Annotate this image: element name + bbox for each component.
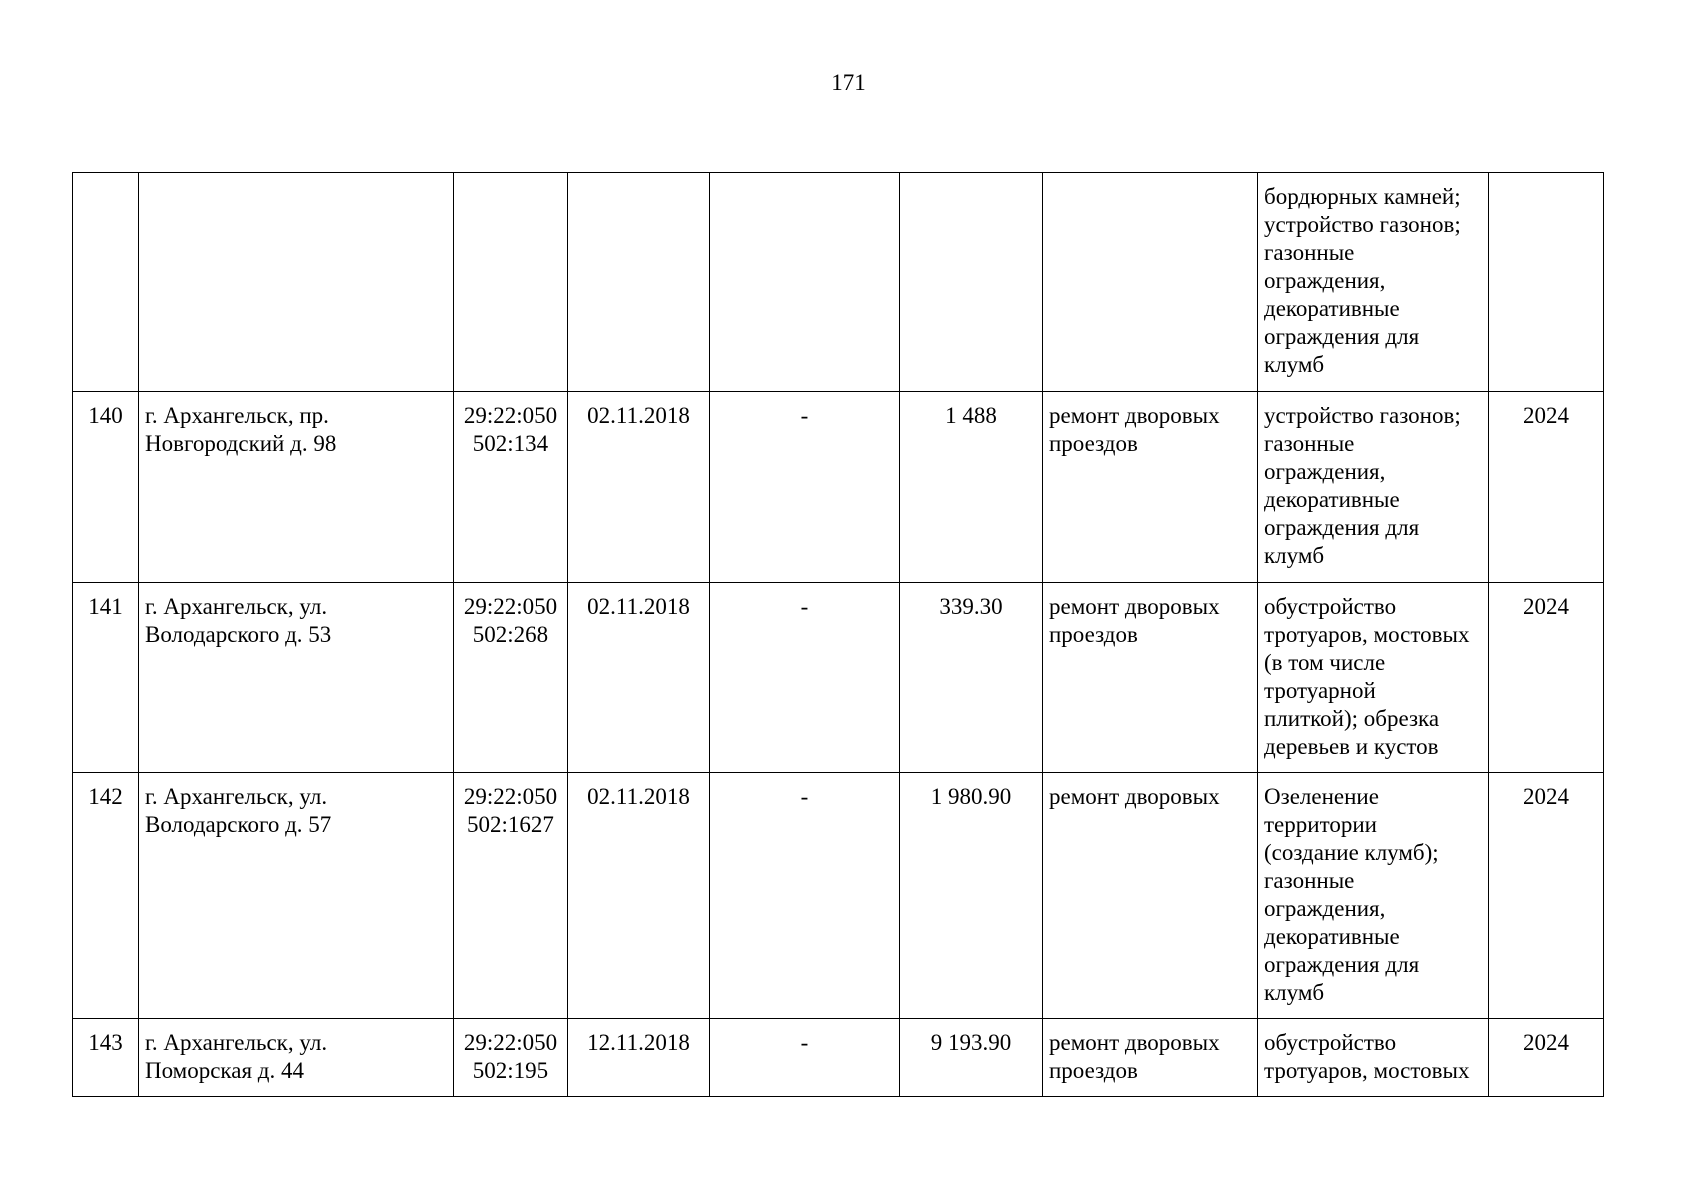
work-line: ремонт дворовых [1049, 403, 1220, 428]
cell-area: 1 488 [900, 392, 1043, 583]
cell-date: 02.11.2018 [568, 583, 710, 773]
work-line: ремонт дворовых [1049, 1030, 1220, 1055]
work-line: ремонт дворовых [1049, 594, 1220, 619]
cadastral-line: 502:195 [472, 1058, 549, 1083]
extra-line: (создание клумб); [1264, 840, 1439, 865]
cell-cadastral-number [454, 392, 568, 583]
address-line: г. Архангельск, пр. [145, 403, 329, 428]
cell-year: 2024 [1489, 773, 1604, 1019]
extra-line: ограждения, [1264, 268, 1386, 293]
extra-line: деревьев и кустов [1264, 734, 1439, 759]
cadastral-line: 29:22:050 [463, 403, 558, 428]
cadastral-line: 502:1627 [467, 812, 554, 837]
cell-year: 2024 [1489, 392, 1604, 583]
cadastral-line: 29:22:050 [463, 784, 558, 809]
cadastral-line: 29:22:050 [463, 1030, 558, 1055]
cell-dash: - [710, 392, 900, 583]
address-line: г. Архангельск, ул. [145, 784, 328, 809]
cell-additional-works [1258, 773, 1489, 1019]
cell-area: 1 980.90 [900, 773, 1043, 1019]
extra-line: устройство газонов; [1264, 403, 1461, 428]
cell-dash: - [710, 1019, 900, 1097]
work-line: проездов [1049, 1058, 1138, 1083]
cell-cadastral-number [454, 583, 568, 773]
extra-line: ограждения для [1264, 324, 1420, 349]
cell-additional-works [1258, 173, 1489, 392]
work-line: ремонт дворовых [1049, 784, 1220, 809]
extra-line: ограждения, [1264, 896, 1386, 921]
cell-additional-works [1258, 392, 1489, 583]
address-line: Володарского д. 57 [145, 812, 332, 837]
extra-line: декоративные [1264, 487, 1400, 512]
cell-address [139, 583, 454, 773]
cell-address [139, 173, 454, 392]
cell-cadastral-number [454, 1019, 568, 1097]
cell-year [1489, 173, 1604, 392]
extra-line: Озеленение [1264, 784, 1379, 809]
extra-line: ограждения для [1264, 515, 1420, 540]
table-row [73, 773, 1604, 1019]
cell-year: 2024 [1489, 583, 1604, 773]
extra-line: газонные [1264, 240, 1355, 265]
cell-number: 140 [73, 392, 139, 583]
extra-line: тротуарной [1264, 678, 1376, 703]
cell-address [139, 1019, 454, 1097]
extra-line: декоративные [1264, 924, 1400, 949]
cell-dash: - [710, 583, 900, 773]
registry-body [73, 173, 1604, 1097]
extra-line: газонные [1264, 431, 1355, 456]
cell-work-type [1043, 583, 1258, 773]
cell-work-type [1043, 1019, 1258, 1097]
extra-line: ограждения, [1264, 459, 1386, 484]
cell-number: 143 [73, 1019, 139, 1097]
cell-year: 2024 [1489, 1019, 1604, 1097]
address-line: Володарского д. 53 [145, 622, 332, 647]
cell-date [568, 173, 710, 392]
cell-additional-works [1258, 583, 1489, 773]
extra-line: устройство газонов; [1264, 212, 1461, 237]
extra-line: обустройство [1264, 1030, 1397, 1055]
cell-dash [710, 173, 900, 392]
cell-cadastral-number [454, 173, 568, 392]
table-row [73, 583, 1604, 773]
address-line: г. Архангельск, ул. [145, 594, 328, 619]
cell-date: 02.11.2018 [568, 773, 710, 1019]
cadastral-line: 29:22:050 [463, 594, 558, 619]
table-row [73, 173, 1604, 392]
cell-work-type [1043, 773, 1258, 1019]
cell-number [73, 173, 139, 392]
extra-line: клумб [1264, 543, 1325, 568]
extra-line: (в том числе [1264, 650, 1386, 675]
cell-area: 9 193.90 [900, 1019, 1043, 1097]
table-row [73, 392, 1604, 583]
extra-line: плиткой); обрезка [1264, 706, 1440, 731]
extra-line: газонные [1264, 868, 1355, 893]
cell-work-type [1043, 392, 1258, 583]
address-line: Новгородский д. 98 [145, 431, 337, 456]
extra-line: декоративные [1264, 296, 1400, 321]
extra-line: тротуаров, мостовых [1264, 622, 1470, 647]
cell-additional-works [1258, 1019, 1489, 1097]
cell-cadastral-number [454, 773, 568, 1019]
registry-table [72, 172, 1604, 1097]
address-line: Поморская д. 44 [145, 1058, 305, 1083]
extra-line: тротуаров, мостовых [1264, 1058, 1470, 1083]
page-number: 171 [831, 70, 866, 95]
cell-address [139, 392, 454, 583]
cell-dash: - [710, 773, 900, 1019]
cell-date: 02.11.2018 [568, 392, 710, 583]
extra-line: клумб [1264, 980, 1325, 1005]
work-line: проездов [1049, 431, 1138, 456]
cell-number: 141 [73, 583, 139, 773]
cell-work-type [1043, 173, 1258, 392]
extra-line: ограждения для [1264, 952, 1420, 977]
table-row [73, 1019, 1604, 1097]
cell-address [139, 773, 454, 1019]
cell-area: 339.30 [900, 583, 1043, 773]
extra-line: территории [1264, 812, 1377, 837]
extra-line: клумб [1264, 352, 1325, 377]
address-line: г. Архангельск, ул. [145, 1030, 328, 1055]
cell-date: 12.11.2018 [568, 1019, 710, 1097]
cell-number: 142 [73, 773, 139, 1019]
cadastral-line: 502:134 [472, 431, 549, 456]
cell-area [900, 173, 1043, 392]
extra-line: обустройство [1264, 594, 1397, 619]
cadastral-line: 502:268 [472, 622, 549, 647]
extra-line: бордюрных камней; [1264, 184, 1461, 209]
work-line: проездов [1049, 622, 1138, 647]
